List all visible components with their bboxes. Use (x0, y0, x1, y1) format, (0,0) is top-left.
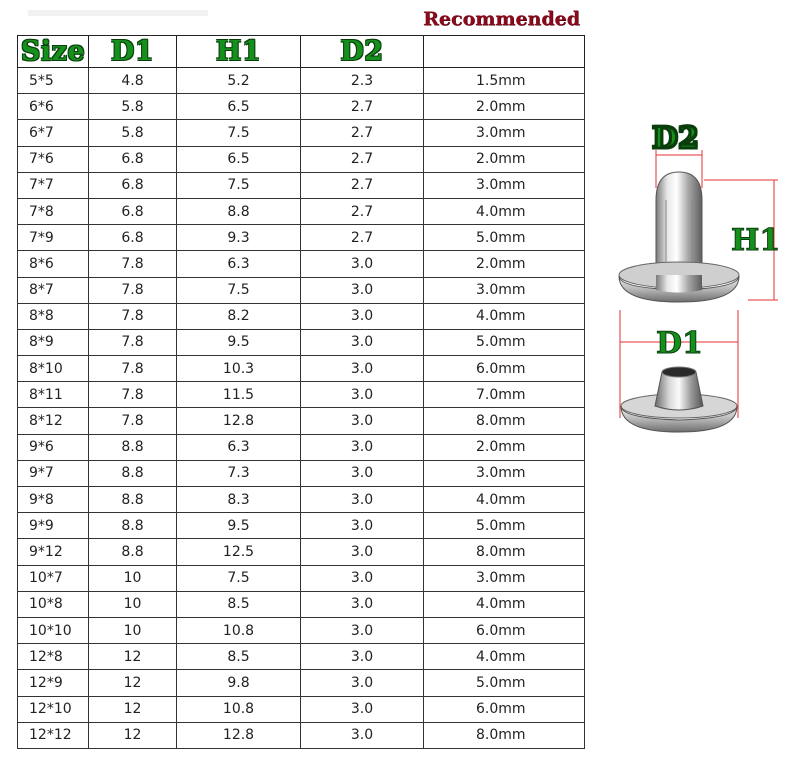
cell-thickness: 2.0mm (424, 434, 585, 460)
cell-size: 8*12 (18, 408, 89, 434)
cell-thickness: 2.0mm (424, 146, 585, 172)
cell-d1: 6.8 (89, 146, 177, 172)
cell-thickness: 5.0mm (424, 329, 585, 355)
cell-size: 5*5 (18, 68, 89, 94)
header-d1: D1 (89, 36, 177, 68)
table-row (18, 329, 585, 355)
table-row (18, 303, 585, 329)
cell-d2: 3.0 (301, 591, 424, 617)
cell-d2: 3.0 (301, 460, 424, 486)
header-h1: H1 (177, 36, 301, 68)
cell-d2: 2.7 (301, 225, 424, 251)
cell-thickness: 5.0mm (424, 225, 585, 251)
table-row (18, 644, 585, 670)
cell-size: 9*6 (18, 434, 89, 460)
faint-watermark-bar (28, 10, 208, 16)
table-body (18, 68, 585, 749)
cell-d1: 12 (89, 644, 177, 670)
cell-size: 9*7 (18, 460, 89, 486)
table-row (18, 696, 585, 722)
cell-size: 7*7 (18, 172, 89, 198)
table-row (18, 460, 585, 486)
cell-size: 12*8 (18, 644, 89, 670)
cell-d1: 5.8 (89, 94, 177, 120)
cell-size: 7*6 (18, 146, 89, 172)
table-row (18, 225, 585, 251)
cell-size: 12*12 (18, 722, 89, 748)
cell-thickness: 4.0mm (424, 303, 585, 329)
cell-thickness: 3.0mm (424, 565, 585, 591)
cell-h1: 10.8 (177, 696, 301, 722)
cell-h1: 8.5 (177, 591, 301, 617)
cell-size: 10*7 (18, 565, 89, 591)
header-size: Size (18, 36, 89, 68)
cell-d1: 7.8 (89, 356, 177, 382)
label-d1: D1 (656, 326, 703, 361)
rivet-cap-part (621, 367, 737, 432)
cell-h1: 8.3 (177, 487, 301, 513)
cell-d1: 4.8 (89, 68, 177, 94)
table-row (18, 94, 585, 120)
cell-size: 8*7 (18, 277, 89, 303)
cell-d2: 3.0 (301, 539, 424, 565)
cell-d2: 3.0 (301, 696, 424, 722)
cell-d1: 10 (89, 565, 177, 591)
cell-d2: 2.7 (301, 94, 424, 120)
cell-size: 9*8 (18, 487, 89, 513)
cell-h1: 9.8 (177, 670, 301, 696)
cell-h1: 5.2 (177, 68, 301, 94)
cell-thickness: 4.0mm (424, 198, 585, 224)
cell-thickness: 3.0mm (424, 277, 585, 303)
table-row (18, 670, 585, 696)
cell-thickness: 1.5mm (424, 68, 585, 94)
cell-thickness: 6.0mm (424, 696, 585, 722)
cell-d1: 7.8 (89, 408, 177, 434)
cell-d1: 6.8 (89, 198, 177, 224)
cell-thickness: 7.0mm (424, 382, 585, 408)
cell-size: 8*8 (18, 303, 89, 329)
recommended-label-line1: Recommended (423, 8, 580, 30)
cell-thickness: 8.0mm (424, 539, 585, 565)
header-d2: D2 (301, 36, 424, 68)
cell-d2: 3.0 (301, 329, 424, 355)
cell-size: 7*9 (18, 225, 89, 251)
cell-d2: 3.0 (301, 722, 424, 748)
rivet-top-part (619, 172, 739, 302)
cell-d2: 3.0 (301, 356, 424, 382)
cell-d2: 3.0 (301, 513, 424, 539)
cell-size: 6*7 (18, 120, 89, 146)
cell-d2: 2.3 (301, 68, 424, 94)
cell-d1: 7.8 (89, 303, 177, 329)
cell-h1: 8.5 (177, 644, 301, 670)
table-row (18, 382, 585, 408)
cell-thickness: 5.0mm (424, 670, 585, 696)
rivet-size-table (17, 35, 585, 749)
cell-d1: 12 (89, 670, 177, 696)
cell-size: 8*10 (18, 356, 89, 382)
cell-d1: 8.8 (89, 487, 177, 513)
cell-d1: 7.8 (89, 277, 177, 303)
cell-d2: 3.0 (301, 565, 424, 591)
cell-h1: 10.8 (177, 617, 301, 643)
table-row (18, 356, 585, 382)
cell-d1: 8.8 (89, 513, 177, 539)
cell-thickness: 8.0mm (424, 408, 585, 434)
cell-size: 10*8 (18, 591, 89, 617)
cell-d1: 7.8 (89, 251, 177, 277)
cell-d1: 12 (89, 696, 177, 722)
cell-thickness: 4.0mm (424, 644, 585, 670)
cell-size: 10*10 (18, 617, 89, 643)
cell-h1: 12.8 (177, 408, 301, 434)
cell-h1: 7.3 (177, 460, 301, 486)
cell-h1: 9.3 (177, 225, 301, 251)
cell-size: 9*9 (18, 513, 89, 539)
cell-d1: 8.8 (89, 434, 177, 460)
cell-thickness: 6.0mm (424, 617, 585, 643)
cell-size: 7*8 (18, 198, 89, 224)
cell-thickness: 3.0mm (424, 120, 585, 146)
header-thickness (424, 36, 585, 68)
cell-d2: 3.0 (301, 382, 424, 408)
cell-h1: 7.5 (177, 565, 301, 591)
cell-d1: 6.8 (89, 172, 177, 198)
label-d2: D2 (652, 121, 699, 156)
cell-thickness: 4.0mm (424, 487, 585, 513)
table-row (18, 277, 585, 303)
table-row (18, 617, 585, 643)
cell-h1: 6.5 (177, 94, 301, 120)
cell-d1: 7.8 (89, 329, 177, 355)
cell-h1: 12.5 (177, 539, 301, 565)
cell-d2: 3.0 (301, 670, 424, 696)
cell-thickness: 8.0mm (424, 722, 585, 748)
cell-d2: 3.0 (301, 277, 424, 303)
cell-h1: 7.5 (177, 172, 301, 198)
cell-d1: 12 (89, 722, 177, 748)
cell-d2: 3.0 (301, 303, 424, 329)
cell-d2: 3.0 (301, 617, 424, 643)
cell-thickness: 2.0mm (424, 94, 585, 120)
cell-h1: 10.3 (177, 356, 301, 382)
cell-d1: 10 (89, 617, 177, 643)
cell-thickness: 4.0mm (424, 591, 585, 617)
cell-size: 8*11 (18, 382, 89, 408)
cell-thickness: 3.0mm (424, 172, 585, 198)
rivet-size-table-wrapper (17, 35, 584, 749)
cell-h1: 6.3 (177, 434, 301, 460)
table-row (18, 722, 585, 748)
cell-d1: 6.8 (89, 225, 177, 251)
rivet-diagram (600, 110, 795, 440)
cell-size: 8*6 (18, 251, 89, 277)
cell-d1: 5.8 (89, 120, 177, 146)
cell-h1: 6.3 (177, 251, 301, 277)
cell-h1: 11.5 (177, 382, 301, 408)
cell-h1: 12.8 (177, 722, 301, 748)
cell-d2: 3.0 (301, 487, 424, 513)
cell-size: 6*6 (18, 94, 89, 120)
table-header-row (18, 36, 585, 68)
cell-d2: 2.7 (301, 172, 424, 198)
cell-h1: 9.5 (177, 513, 301, 539)
table-row (18, 591, 585, 617)
table-row (18, 408, 585, 434)
cell-d2: 3.0 (301, 644, 424, 670)
label-h1: H1 (731, 223, 781, 258)
cell-d1: 8.8 (89, 539, 177, 565)
cell-size: 8*9 (18, 329, 89, 355)
table-row (18, 487, 585, 513)
cell-d2: 2.7 (301, 198, 424, 224)
cell-h1: 8.2 (177, 303, 301, 329)
cell-h1: 6.5 (177, 146, 301, 172)
cell-d1: 8.8 (89, 460, 177, 486)
table-row (18, 565, 585, 591)
table-row (18, 146, 585, 172)
cell-h1: 7.5 (177, 120, 301, 146)
cell-size: 12*9 (18, 670, 89, 696)
cell-d2: 2.7 (301, 146, 424, 172)
cell-h1: 7.5 (177, 277, 301, 303)
table-row (18, 68, 585, 94)
cell-h1: 9.5 (177, 329, 301, 355)
table-row (18, 198, 585, 224)
table-row (18, 251, 585, 277)
cell-d1: 7.8 (89, 382, 177, 408)
table-row (18, 172, 585, 198)
cell-h1: 8.8 (177, 198, 301, 224)
cell-thickness: 6.0mm (424, 356, 585, 382)
table-row (18, 434, 585, 460)
cell-thickness: 5.0mm (424, 513, 585, 539)
table-row (18, 539, 585, 565)
cell-thickness: 2.0mm (424, 251, 585, 277)
cell-d2: 2.7 (301, 120, 424, 146)
cell-d1: 10 (89, 591, 177, 617)
cell-size: 12*10 (18, 696, 89, 722)
cell-thickness: 3.0mm (424, 460, 585, 486)
cell-d2: 3.0 (301, 434, 424, 460)
table-row (18, 120, 585, 146)
cell-size: 9*12 (18, 539, 89, 565)
cell-d2: 3.0 (301, 251, 424, 277)
table-row (18, 513, 585, 539)
cell-d2: 3.0 (301, 408, 424, 434)
